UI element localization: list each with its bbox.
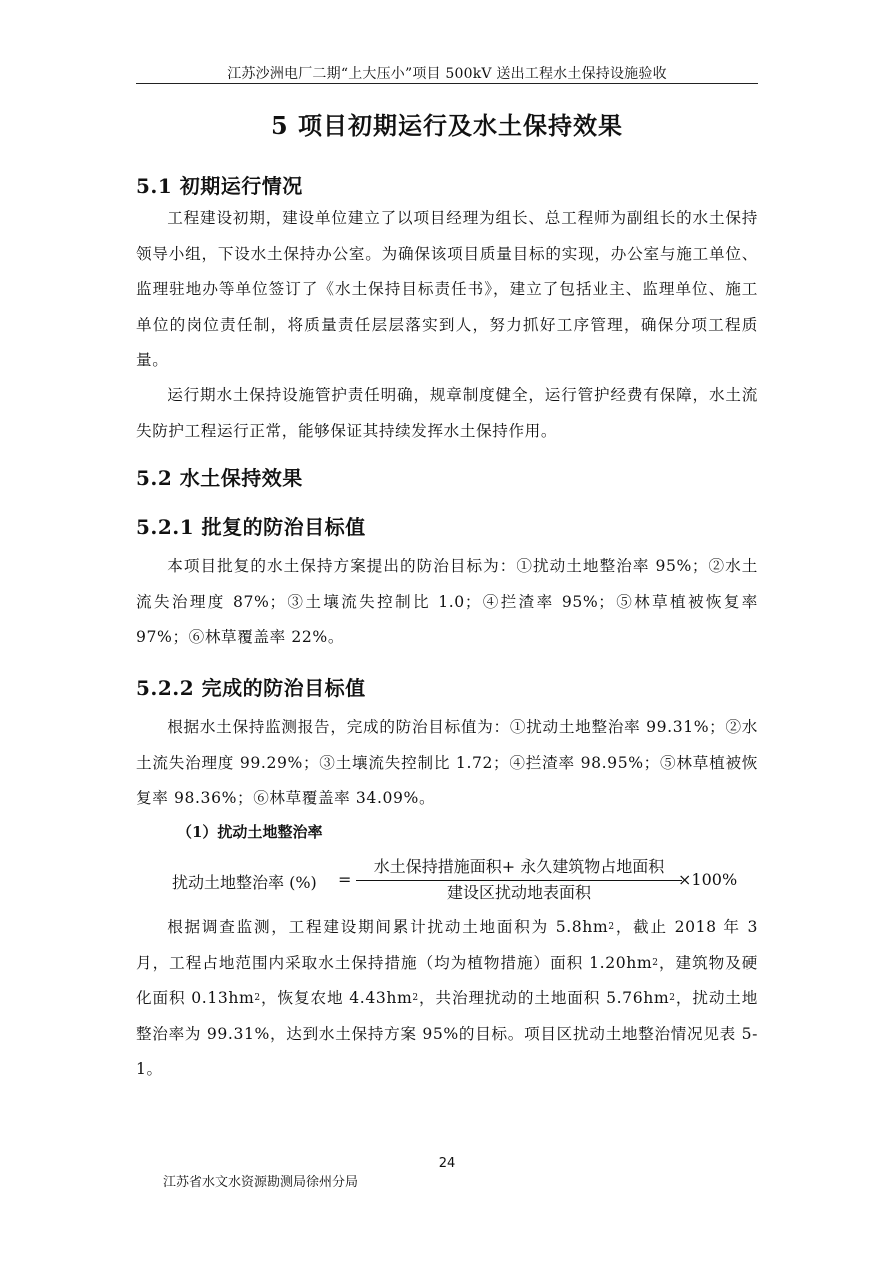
subsection-1-title: （1）扰动土地整治率 — [177, 823, 323, 841]
footer-organization: 江苏省水文水资源勘测局徐州分局 — [163, 1175, 359, 1190]
page-number: 24 — [438, 1156, 456, 1171]
section-5-2-1-paragraph: 本项目批复的水土保持方案提出的防治目标为：①扰动土地整治率 95%；②水土流失治理度 87%；③土壤流失控制比 1.0；④拦渣率 95%；⑤林草植被恢复率 97%；⑥林草覆盖率 22%。 — [136, 557, 758, 646]
section-5-1-title: 5.1 初期运行情况 — [136, 174, 303, 198]
survey-text-1: 根据调查监测，工程建设期间累计扰动土地面积为 5.8hm — [167, 918, 609, 936]
formula-lhs: 扰动土地整治率 (%) — [172, 873, 317, 892]
formula-fraction-bar — [356, 880, 682, 881]
formula-denominator: 建设区扰动地表面积 — [446, 883, 591, 902]
section-5-2-2-paragraph: 根据水土保持监测报告，完成的防治目标值为：①扰动土地整治率 99.31%；②水土流失治理度 99.29%；③土壤流失控制比 1.72；④拦渣率 98.95%；⑤林草植被恢复率 98.36%；⑥林草覆盖率 34.09%。 — [136, 718, 758, 807]
chapter-title: 5 项目初期运行及水土保持效果 — [270, 111, 624, 140]
section-5-2-2-title: 5.2.2 完成的防治目标值 — [136, 676, 366, 700]
section-5-2-title: 5.2 水土保持效果 — [136, 466, 303, 490]
superscript-2: 2 — [669, 993, 676, 1003]
superscript-2: 2 — [412, 993, 419, 1003]
superscript-2: 2 — [652, 957, 659, 968]
survey-text-4: ，恢复农地 4.43hm — [260, 989, 413, 1007]
formula-numerator: 水土保持措施面积+ 永久建筑物占地面积 — [373, 857, 665, 876]
survey-text-5: ，共治理扰动的土地面积 5.76hm — [418, 989, 670, 1007]
formula-fraction — [356, 856, 682, 904]
survey-text-3: ，建筑物及硬化面积 0.13hm — [136, 953, 758, 1007]
superscript-2: 2 — [254, 993, 261, 1003]
survey-text-2: ，截止 2018 年 3 月，工程占地范围内采取水土保持措施（均为植物措施）面积 1.20hm — [136, 918, 758, 972]
formula-equals: = — [338, 870, 352, 889]
formula-rhs: ×100% — [678, 870, 738, 889]
header-rule — [136, 83, 758, 84]
section-5-1-paragraph-2: 运行期水土保持设施管护责任明确，规章制度健全，运行管护经费有保障，水土流失防护工程运行正常，能够保证其持续发挥水土保持作用。 — [136, 386, 758, 440]
section-5-2-1-title: 5.2.1 批复的防治目标值 — [136, 515, 366, 539]
superscript-2: 2 — [608, 922, 615, 932]
formula-disturbed-land-rate — [172, 856, 752, 904]
survey-paragraph — [136, 910, 758, 1088]
section-5-1-paragraph-1: 工程建设初期，建设单位建立了以项目经理为组长、总工程师为副组长的水土保持领导小组，下设水土保持办公室。为确保该项目质量目标的实现，办公室与施工单位、监理驻地办等单位签订了《水土保持目标责任书》，建立了包括业主、监理单位、施工单位的岗位责任制，将质量责任层层落实到人，努力抓好工序管理，确保分项工程质量。 — [136, 209, 758, 369]
running-header: 江苏沙洲电厂二期“上大压小”项目 500kV 送出工程水土保持设施验收 — [227, 66, 667, 82]
survey-text-6: ，扰动土地整治率为 99.31%，达到水土保持方案 95%的目标。项目区扰动土地整治情况见表 5-1。 — [136, 989, 758, 1078]
